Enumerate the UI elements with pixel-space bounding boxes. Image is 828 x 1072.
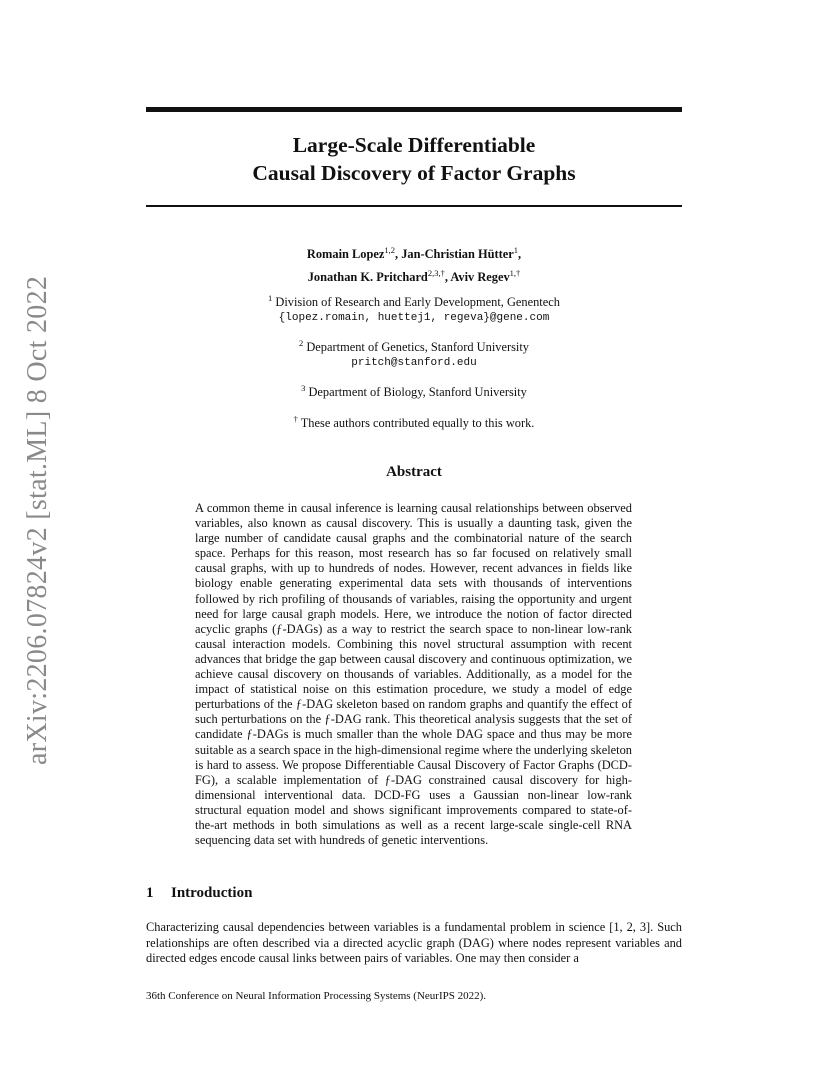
author-line-2: Jonathan K. Pritchard$^{2,3,\dagger}$, Aviv Regev$^{1,\dagger}$ xyxy=(307,268,521,285)
author-line-1: Romain Lopez$^{1,2}$, Jan-Christian Hütter$^1$, xyxy=(306,245,522,262)
affiliation-mark: 2 xyxy=(299,338,304,348)
section-heading xyxy=(146,885,252,902)
author-affiliation-mark: 1,† xyxy=(509,268,521,279)
title-rule-bottom xyxy=(146,205,682,207)
abstract-body: A common theme in causal inference is learning causal relationships between observed variables, also known as causal discovery. This is usually a daunting task, given the large number of candidate causal graphs and the combinatorial nature of the search space. Perhaps for this reason, most research has so far focused on relatively small causal graphs, with up to hundreds of nodes. However, recent advances in fields like biology enable generating experimental data sets with thousands of interventions followed by rich profiling of thousands of variables, raising the opportunity and urgent need for large causal graph models. Here, we introduce the notion of factor directed acyclic graphs (ƒ-DAGs) as a way to restrict the search space to non-linear low-rank causal interaction models. Combining this novel structural assumption with recent advances that bridge the gap between causal discovery and continuous optimization, we achieve causal discovery on thousands of variables. Additionally, as a model for the impact of statistical noise on this estimation procedure, we study a model of edge perturbations of the ƒ-DAG skeleton based on random graphs and quantify the effect of such perturbations on the ƒ-DAG rank. This theoretical analysis suggests that the set of candidate ƒ-DAGs is much smaller than the whole DAG space and thus may be more suitable as a search space in the high-dimensional regime where the underlying skeleton is hard to assess. We propose Differentiable Causal Discovery of Factor Graphs (DCD-FG), a scalable implementation of ƒ-DAG constrained causal discovery for high-dimensional interventional data. DCD-FG uses a Gaussian non-linear low-rank structural equation model and shows significant improvements compared to state-of-the-art methods in both simulations as well as a recent large-scale single-cell RNA sequencing data set with hundreds of genetic interventions. xyxy=(195,501,632,848)
affiliation-mark: 3 xyxy=(301,383,306,393)
introduction-body: Characterizing causal dependencies between variables is a fundamental problem in science [1, 2, 3]. Such relationships are often described via a directed acyclic graph (DAG) where nodes represent variables and directed edges encode causal links between pairs of variables. One may then consider a xyxy=(146,920,682,966)
affiliation-name: Department of Biology, Stanford University xyxy=(308,385,527,400)
arxiv-identifier[interactable]: arXiv:2206.07824v2 [stat.ML] 8 Oct 2022 xyxy=(22,275,53,765)
equal-contribution-note xyxy=(146,411,682,431)
note-mark: † xyxy=(293,414,298,424)
author-name: Jan-Christian Hütter xyxy=(401,247,514,262)
affiliation-1 xyxy=(146,290,682,326)
author-affiliation-mark: 1,2 xyxy=(384,245,395,255)
abstract-heading: Abstract xyxy=(386,464,442,480)
title-line-2: Causal Discovery of Factor Graphs xyxy=(252,161,576,185)
author-name: Aviv Regev xyxy=(450,270,510,285)
section-number: 1 xyxy=(146,885,154,901)
author-name: Jonathan K. Pritchard xyxy=(307,270,428,285)
title-line-1: Large-Scale Differentiable xyxy=(292,133,536,157)
affiliation-3 xyxy=(146,380,682,400)
note-text: These authors contributed equally to this work. xyxy=(300,416,535,431)
affiliation-name: Department of Genetics, Stanford University xyxy=(306,340,529,355)
author-name: Romain Lopez xyxy=(306,247,385,262)
affiliation-name: Division of Research and Early Development, Genentech xyxy=(275,295,560,310)
section-title: Introduction xyxy=(171,885,253,901)
affiliation-email[interactable]: pritch@stanford.edu xyxy=(351,357,477,370)
affiliation-mark: 1 xyxy=(268,293,273,303)
author-list xyxy=(146,241,682,287)
affiliation-2 xyxy=(146,335,682,371)
author-affiliation-mark: 2,3,† xyxy=(427,268,445,279)
conference-footer: 36th Conference on Neural Information Processing Systems (NeurIPS 2022). xyxy=(146,990,487,1002)
affiliation-email[interactable]: {lopez.romain, huettej1, regeva}@gene.com xyxy=(278,312,550,325)
author-affiliation-mark: 1 xyxy=(513,245,518,255)
paper-title xyxy=(146,131,682,187)
title-rule-top xyxy=(146,107,682,112)
